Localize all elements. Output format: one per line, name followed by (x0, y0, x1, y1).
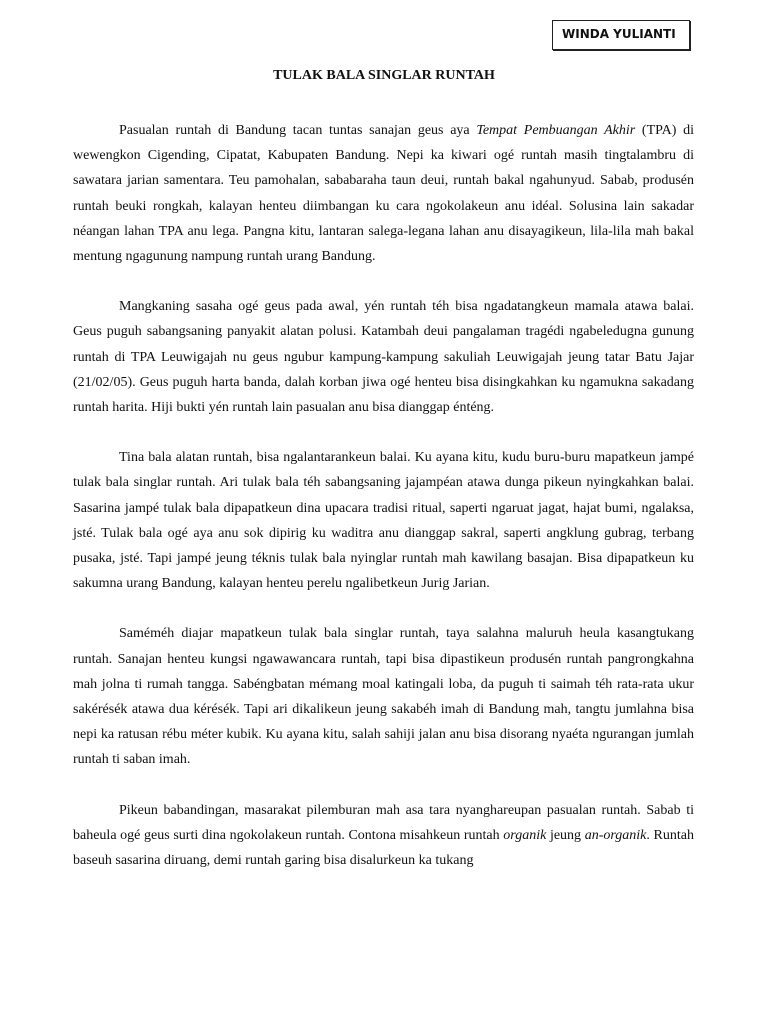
text-span: Pikeun babandingan, masarakat pilemburan mah asa tara nyanghareupan pasualan runtah. Sabab ti baheula ogé geus surti dina ngokolakeun runtah. Contona misahkeun runtah (73, 802, 694, 843)
text-span-italic: organik (503, 827, 547, 843)
document-title: TULAK BALA SINGLAR RUNTAH (273, 68, 495, 83)
text-span: Pasualan runtah di Bandung tacan tuntas sanajan geus aya (119, 123, 477, 138)
text-span: (TPA) di wewengkon Cigending, Cipatat, Kabupaten Bandung. Nepi ka kiwari ogé runtah masih tingtalambru di sawatara jarian samentara. Teu pamohalan, sababaraha taun deui, runtah bakal ngahunyud. Sabab, produsén runtah beuki rongkah, kalayan henteu diimbangan ku cara ngokolakeun anu idéal. Solusina lain sakadar néangan lahan TPA anu lega. Pangna kitu, lantaran salega-legana lahan anu disayagikeun, lila-lila mah bakal mentung ngagunung nampung runtah urang Bandung. (73, 123, 694, 265)
paragraph-4 (73, 621, 694, 772)
author-name: WINDA YULIANTI (562, 27, 676, 41)
text-span: Saméméh diajar mapatkeun tulak bala singlar runtah, taya salahna maluruh heula kasangtukang runtah. Sanajan henteu kungsi ngawawancara runtah, tapi bisa dipastikeun produsén runtah pangrongkahna mah jolna ti rumah tangga. Sabéngbatan mémang moal katingali loba, da puguh ti saimah téh rata-rata ukur sakérésék atawa dua kérésék. Tapi ari dikalikeun jeung sakabéh imah di Bandung mah, tangtu jumlahna bisa nepi ka ratusan rébu méter kubik. Ku ayana kitu, salah sahiji jalan anu bisa disorang nyaéta ngurangan jumlah runtah ti saban imah. (73, 626, 694, 768)
text-span-italic: Tempat Pembuangan Akhir (476, 123, 636, 138)
author-name-box (552, 20, 690, 50)
text-span: Mangkaning sasaha ogé geus pada awal, yén runtah téh bisa ngadatangkeun mamala atawa balai. Geus puguh sabangsaning panyakit alatan polusi. Katambah deui pangalaman tragédi ngabeledugna gunung runtah di TPA Leuwigajah nu geus ngubur kampung-kampung sakuliah Leuwigajah jeung tatar Batu Jajar (21/02/05). Geus puguh harta banda, dalah korban jiwa ogé henteu bisa disingkahkan ku ngamukna sakadang runtah harita. Hiji bukti yén runtah lain pasualan anu bisa dianggap énténg. (73, 299, 694, 416)
paragraph-1 (73, 118, 694, 269)
text-span: Tina bala alatan runtah, bisa ngalantarankeun balai. Ku ayana kitu, kudu buru-buru mapatkeun jampé tulak bala singlar runtah. Ari tulak bala téh sabangsaning jajampéan atawa dunga pikeun nyingkahkan balai. Sasarina jampé tulak bala dipapatkeun dina upacara tradisi ritual, saperti ngaruat jagat, hajat bumi, ngalaksa, jsté. Tulak bala ogé aya anu sok dipirig ku waditra anu dianggap sakral, saperti angklung gubrag, terbang pusaka, jsté. Tapi jampé jeung téknis tulak bala nyinglar runtah mah kawilang basajan. Bisa dipapatkeun ku sakumna urang Bandung, kalayan henteu perelu ngalibetkeun Jurig Jarian. (73, 450, 694, 592)
paragraph-5 (73, 798, 694, 874)
document-body (73, 118, 694, 873)
text-span: jeung (546, 827, 585, 843)
text-span: . Runtah baseuh sasarina diruang, demi runtah garing bisa disalurkeun ka tukang (73, 827, 694, 869)
paragraph-2 (73, 294, 694, 420)
paragraph-3 (73, 445, 694, 596)
text-span-italic: an-organik (584, 827, 647, 843)
